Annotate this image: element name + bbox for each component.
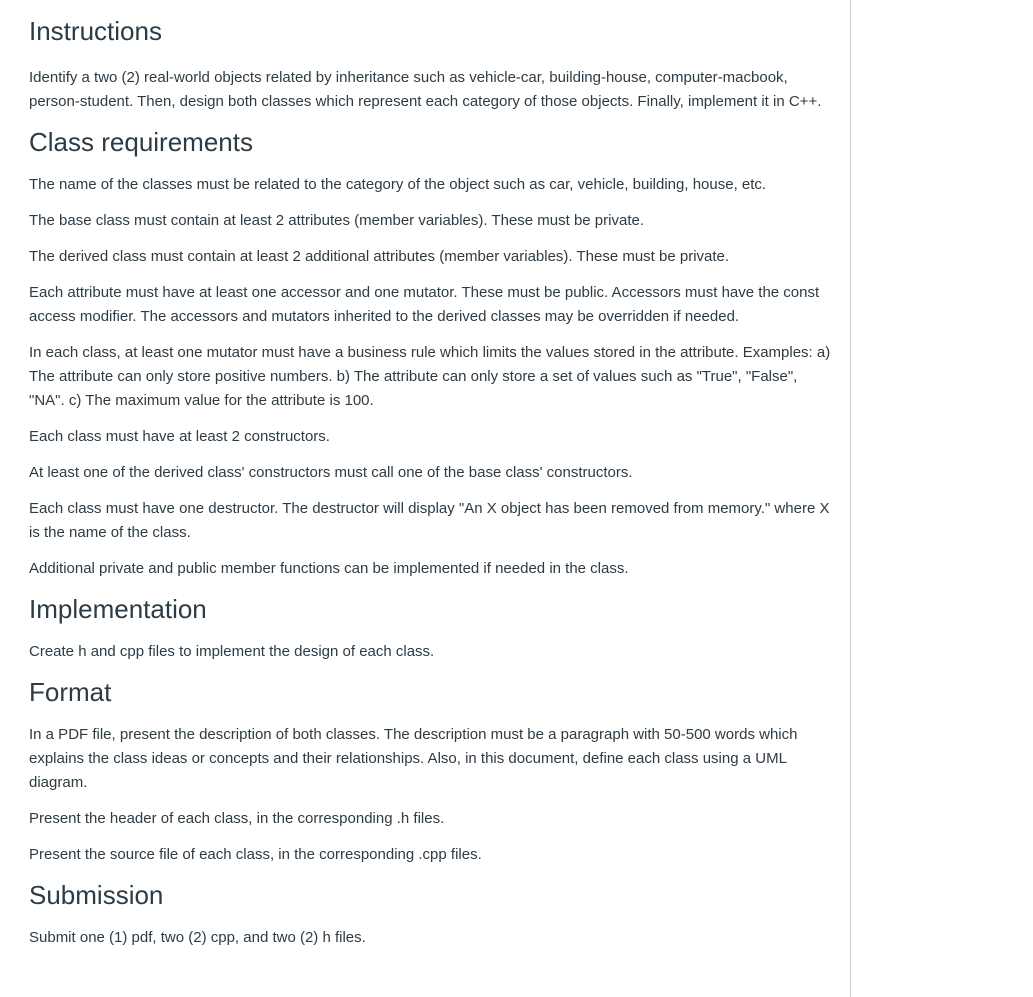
implementation-paragraph: Create h and cpp files to implement the design of each class.: [29, 643, 435, 660]
heading-format: Format: [29, 677, 112, 707]
heading-instructions: Instructions: [29, 16, 162, 46]
heading-submission: Submission: [29, 880, 164, 910]
requirement-base-constructor-call: At least one of the derived class' constructors must call one of the base class' constructors.: [29, 464, 633, 481]
requirement-business-rule: In each class, at least one mutator must have a business rule which limits the values stored in the attribute. Examples: a) The attribute can only store positive numbers. b) The attribute can only store a set of values such as "True", "False", "NA". c) The maximum value for the attribute is 100.: [29, 344, 831, 409]
format-header-files: Present the header of each class, in the corresponding .h files.: [29, 810, 445, 827]
requirement-accessors-mutators: Each attribute must have at least one accessor and one mutator. These must be public. Accessors must have the const access modifier. The accessors and mutators inherited to the derived classes may be overridden if needed.: [29, 284, 820, 325]
requirement-constructors: Each class must have at least 2 constructors.: [29, 428, 330, 445]
format-pdf-description: In a PDF file, present the description of both classes. The description must be a paragraph with 50-500 words which explains the class ideas or concepts and their relationships. Also, in this document, define each class using a UML diagram.: [29, 726, 798, 791]
heading-implementation: Implementation: [29, 594, 207, 624]
instructions-paragraph: Identify a two (2) real-world objects related by inheritance such as vehicle-car, building-house, computer-macbook, person-student. Then, design both classes which represent each category of those objects. Finally, implement it in C++.: [29, 69, 822, 110]
heading-class-requirements: Class requirements: [29, 127, 253, 157]
submission-paragraph: Submit one (1) pdf, two (2) cpp, and two (2) h files.: [29, 929, 366, 946]
requirement-class-names: The name of the classes must be related to the category of the object such as car, vehicle, building, house, etc.: [29, 176, 767, 193]
requirement-base-attributes: The base class must contain at least 2 attributes (member variables). These must be private.: [29, 212, 644, 229]
requirement-additional-functions: Additional private and public member functions can be implemented if needed in the class.: [29, 560, 629, 577]
requirement-derived-attributes: The derived class must contain at least 2 additional attributes (member variables). These must be private.: [29, 248, 730, 265]
format-source-files: Present the source file of each class, in the corresponding .cpp files.: [29, 846, 482, 863]
requirement-destructor: Each class must have one destructor. The destructor will display "An X object has been removed from memory." where X is the name of the class.: [29, 500, 830, 541]
